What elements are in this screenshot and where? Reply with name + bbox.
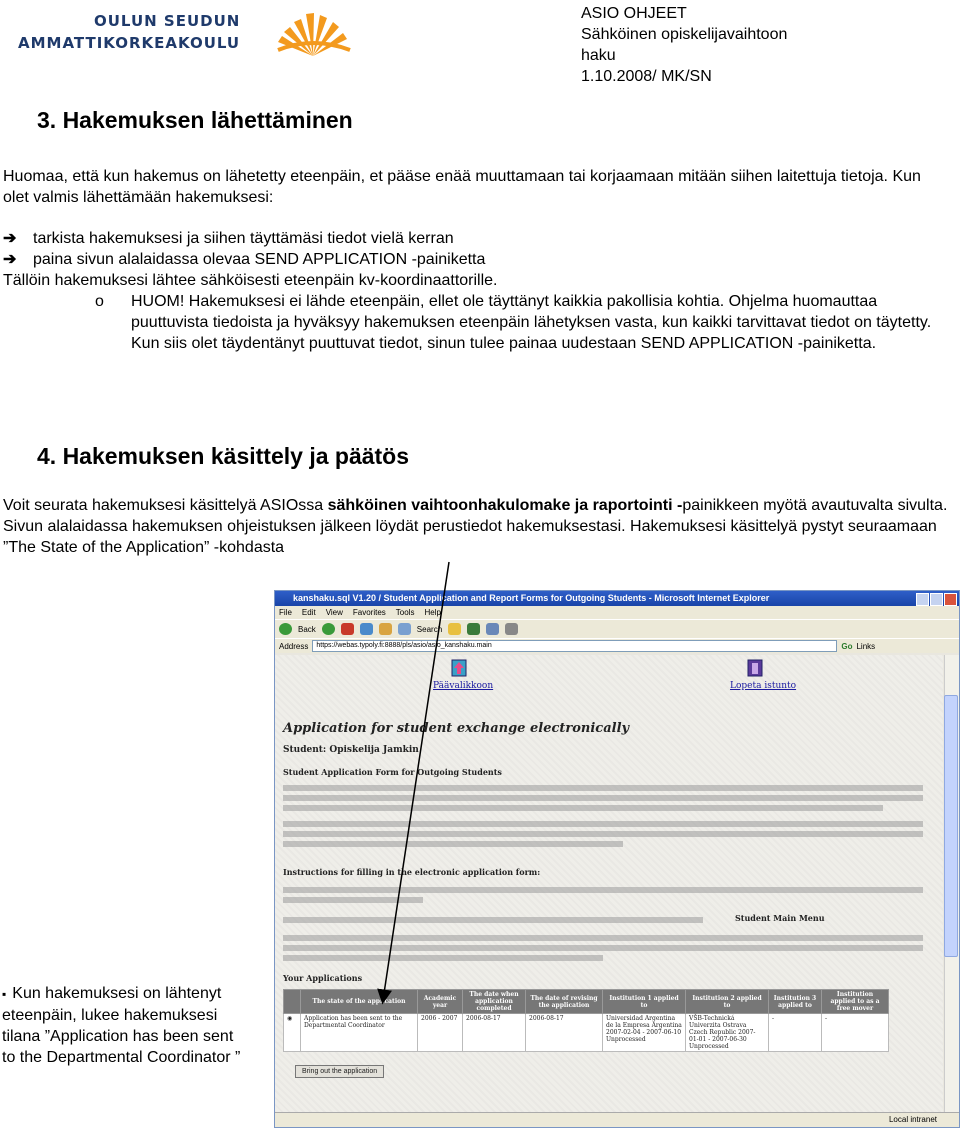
column-header: The state of the application: [301, 990, 418, 1014]
application-state-cell: Application has been sent to the Departmental Coordinator: [301, 1014, 418, 1052]
column-header: Institution 1 applied to: [603, 990, 686, 1014]
links-button[interactable]: Links: [856, 641, 876, 651]
column-header: Institution 2 applied to: [686, 990, 769, 1014]
menu-edit[interactable]: Edit: [301, 608, 316, 617]
header-line: Sähköinen opiskelijavaihtoon: [581, 26, 788, 43]
column-header: The date when application completed: [463, 990, 526, 1014]
section-4-title: 4. Hakemuksen käsittely ja päätös: [37, 443, 410, 469]
select-radio[interactable]: ◉: [284, 1014, 301, 1052]
address-label: Address: [279, 641, 309, 651]
header-line: 1.10.2008/ MK/SN: [581, 68, 712, 85]
status-zone: Local intranet: [888, 1115, 937, 1124]
logout-link[interactable]: Lopeta istunto: [730, 681, 797, 691]
arrow-right-icon: ➔: [3, 251, 17, 268]
bullet-text: tarkista hakemuksesi ja siihen täyttämäsi tiedot vielä kerran: [33, 230, 454, 247]
table-cell: -: [822, 1014, 889, 1052]
instructions-heading: Instructions for filling in the electronic application form:: [283, 867, 541, 877]
search-button[interactable]: Search: [416, 624, 443, 634]
menu-help[interactable]: Help: [424, 608, 441, 617]
arrow-right-icon: ➔: [3, 230, 17, 247]
menu-file[interactable]: File: [279, 608, 292, 617]
header-line: ASIO OHJEET: [581, 5, 687, 22]
callout-text: Kun hakemuksesi on lähtenyt eteenpäin, lukee hakemuksesi tilana ”Application has been sent to the Departmental Coordinator ”: [2, 985, 241, 1066]
go-button[interactable]: Go: [841, 641, 853, 651]
browser-title: kanshaku.sql V1.20 / Student Application and Report Forms for Outgoing Students - Microsoft Internet Explorer: [293, 593, 770, 603]
table-cell: -: [769, 1014, 822, 1052]
page-title: Application for student exchange electronically: [283, 721, 630, 736]
section-3-intro: Huomaa, että kun hakemus on lähetetty eteenpäin, et pääse enää muuttamaan tai korjaamaan mitään siihen laitettuja tietoja. Kun olet valmis lähettämään hakemuksesi:: [3, 168, 921, 206]
column-header: Institution 3 applied to: [769, 990, 822, 1014]
form-heading: Student Application Form for Outgoing Students: [283, 767, 502, 777]
table-cell: 2006-08-17: [526, 1014, 603, 1052]
menu-view[interactable]: View: [325, 608, 343, 617]
table-cell: VŠB-Technická Univerzita Ostrava Czech Republic 2007-01-01 - 2007-06-30 Unprocessed: [686, 1014, 769, 1052]
logo-line-1: OULUN SEUDUN: [94, 12, 241, 30]
section-3-after: Tällöin hakemuksesi lähtee sähköisesti eteenpäin kv-koordinaattorille.: [3, 272, 498, 289]
address-input[interactable]: https://webas.typoly.fi:8888/pls/asio/asio_kanshaku.main: [312, 640, 837, 652]
menu-favorites[interactable]: Favorites: [352, 608, 386, 617]
table-cell: 2006-08-17: [463, 1014, 526, 1052]
main-menu-link[interactable]: Päävalikkoon: [433, 681, 494, 691]
back-button[interactable]: Back: [298, 624, 316, 634]
section-3-title: 3. Hakemuksen lähettäminen: [37, 107, 353, 133]
column-header: The date of revising the application: [526, 990, 603, 1014]
menu-tools[interactable]: Tools: [395, 608, 415, 617]
section-4-text-bold: sähköinen vaihtoonhakulomake ja raportointi -: [327, 497, 683, 514]
column-header: Academic year: [418, 990, 463, 1014]
square-bullet-icon: ▪: [2, 987, 7, 1001]
table-cell: Universidad Argentina de la Empresa Argentina 2007-02-04 - 2007-06-10 Unprocessed: [603, 1014, 686, 1052]
logo-line-2: AMMATTIKORKEAKOULU: [18, 34, 241, 52]
your-applications-heading: Your Applications: [283, 973, 363, 983]
header-line: haku: [581, 47, 616, 64]
note-marker: o: [95, 293, 104, 310]
section-4-text-start: Voit seurata hakemuksesi käsittelyä ASIOssa: [3, 497, 328, 514]
table-cell: 2006 - 2007: [418, 1014, 463, 1052]
section-4-text-end: painikkeen myötä avautuvalta sivulta. Sivun alalaidassa hakemuksen ohjeistuksen jälkeen löydät perustiedot hakemuksestasi. Hakemuksesi käsittelyä pystyt seuraamaan ”The State of the Application” -kohdasta: [3, 497, 948, 556]
bring-out-application-button[interactable]: Bring out the application: [295, 1065, 384, 1078]
section-3-note: HUOM! Hakemuksesi ei lähde eteenpäin, ellet ole täyttänyt kaikkia pakollisia kohtia. Ohjelma huomauttaa puuttuvista tiedoista ja hyväksyy hakemuksen eteenpäin lähetyksen vasta, kun kaikki tarvittavat tiedot on täytetty. Kun siis olet täydentänyt puuttuvat tiedot, sinun tulee painaa uudestaan SEND APPLICATION -painiketta.: [131, 293, 932, 352]
student-name: Student: Opiskelija Jamkin: [283, 745, 419, 755]
bullet-text: paina sivun alalaidassa olevaa SEND APPLICATION -painiketta: [33, 251, 486, 268]
main-menu-bold: Student Main Menu: [735, 913, 825, 923]
column-header: Institution applied to as a free mover: [822, 990, 889, 1014]
